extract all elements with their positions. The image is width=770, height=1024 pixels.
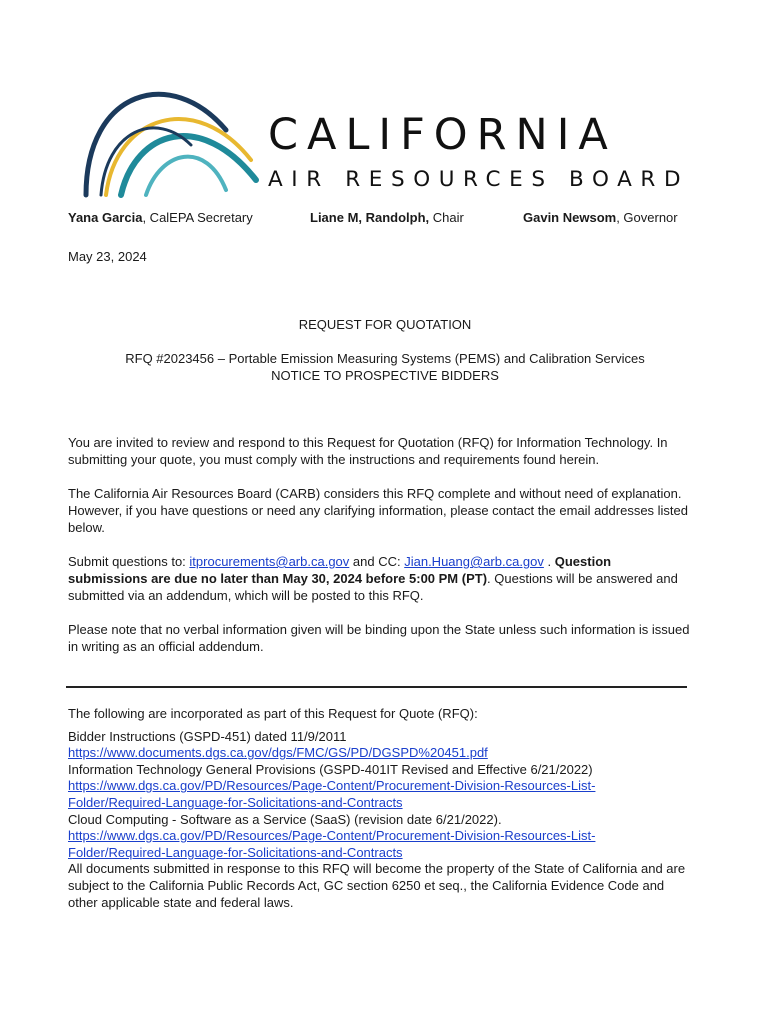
paragraph-questions [68, 553, 693, 604]
paragraph-invitation: You are invited to review and respond to this Request for Quotation (RFQ) for Information Technology. In submitting your quote, you must comply with the instructions and requirements found herein. [68, 435, 668, 467]
cloud-computing-link-line2[interactable]: Folder/Required-Language-for-Solicitations-and-Contracts [68, 844, 403, 860]
questions-suffix: . Questions will be answered and submitted via an addendum, which will be posted to this RFQ. [68, 571, 678, 603]
official-secretary-name: Yana Garcia [68, 210, 143, 225]
public-records-notice: All documents submitted in response to this RFQ will become the property of the State of California and are subject to the California Public Records Act, GC section 6250 et seq., the California Evidence Code and other applicable state and federal laws. [68, 861, 686, 910]
notice-heading: NOTICE TO PROSPECTIVE BIDDERS [271, 368, 499, 383]
logo-board-text: AIR RESOURCES BOARD [268, 167, 690, 192]
it-general-provisions-link-line2[interactable]: Folder/Required-Language-for-Solicitations-and-Contracts [68, 794, 403, 810]
official-governor [523, 210, 678, 225]
section-divider [66, 686, 687, 688]
cloud-computing-label: Cloud Computing - Software as a Service (SaaS) (revision date 6/21/2022). [68, 811, 502, 827]
officials-line [68, 210, 688, 228]
email-link-jian-huang[interactable]: Jian.Huang@arb.ca.gov [404, 554, 544, 569]
official-chair [310, 210, 464, 225]
official-governor-name: Gavin Newsom [523, 210, 617, 225]
official-secretary [68, 210, 253, 225]
questions-cc: and CC: [349, 554, 405, 569]
email-link-itprocurements[interactable]: itprocurements@arb.ca.gov [189, 554, 350, 569]
paragraph-verbal-info: Please note that no verbal information given will be binding upon the State unless such information is issued in writing as an official addendum. [68, 622, 690, 654]
bidder-instructions-link[interactable]: https://www.documents.dgs.ca.gov/dgs/FMC/GS/PD/DGSPD%20451.pdf [68, 745, 488, 761]
logo-arc-light-teal [146, 157, 226, 195]
it-general-provisions-link-line1[interactable]: https://www.dgs.ca.gov/PD/Resources/Page-Content/Procurement-Division-Resources-List- [68, 778, 596, 794]
letter-date: May 23, 2024 [68, 249, 147, 264]
logo-california-text: CALIFORNIA [268, 110, 617, 160]
logo-wordmark [268, 110, 690, 194]
official-secretary-title: , CalEPA Secretary [142, 210, 253, 225]
body-text [68, 434, 693, 672]
bidder-instructions-label: Bidder Instructions (GSPD-451) dated 11/9/2011 [68, 728, 347, 744]
questions-deadline: Question submissions are due no later than May 30, 2024 before 5:00 PM (PT) [68, 554, 612, 586]
questions-separator: . [543, 554, 555, 569]
paragraph-carb: The California Air Resources Board (CARB) considers this RFQ complete and without need of explanation. However, if you have questions or need any clarifying information, please contact the email addresses listed below. [68, 486, 689, 535]
cloud-computing-link-line1[interactable]: https://www.dgs.ca.gov/PD/Resources/Page-Content/Procurement-Division-Resources-List- [68, 828, 596, 844]
official-chair-title: Chair [429, 210, 464, 225]
questions-prefix: Submit questions to: [68, 554, 190, 569]
official-governor-title: , Governor [616, 210, 678, 225]
official-chair-name: Liane M, Randolph, [310, 210, 430, 225]
incorporated-documents [68, 706, 693, 911]
rfq-title: REQUEST FOR QUOTATION [298, 317, 472, 332]
it-general-provisions-label: Information Technology General Provisions (GSPD-401IT Revised and Effective 6/21/2022) [68, 761, 593, 777]
rfq-number-heading: RFQ #2023456 – Portable Emission Measuring Systems (PEMS) and Calibration Services [125, 351, 645, 366]
incorporated-intro: The following are incorporated as part of this Request for Quote (RFQ): [68, 706, 478, 721]
